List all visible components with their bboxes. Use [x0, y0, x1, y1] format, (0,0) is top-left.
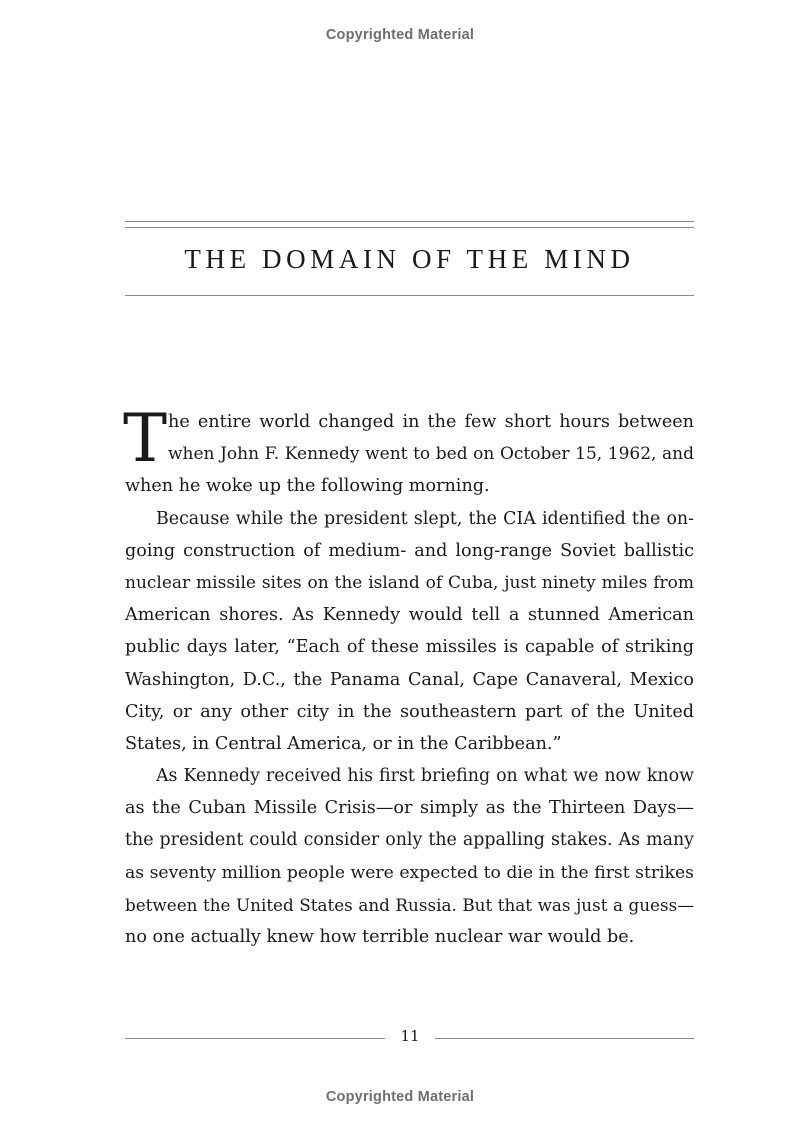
- text-line: Washington, D.C., the Panama Canal, Cape Canaveral, Mexico: [125, 669, 694, 690]
- text-line: no one actually knew how terrible nuclear war would be.: [125, 927, 635, 947]
- drop-cap: T: [123, 400, 168, 477]
- text-line: between the United States and Russia. But that was just a guess—: [125, 894, 694, 915]
- text-line: nuclear missile sites on the island of Cuba, just ninety miles from: [125, 572, 694, 593]
- text-line: the president could consider only the appalling stakes. As many: [125, 830, 694, 851]
- text-line: when John F. Kennedy went to bed on October 15, 1962, and: [168, 444, 694, 465]
- text-line: As Kennedy received his first briefing on what we now know: [156, 766, 694, 787]
- text-line: going construction of medium- and long-range Soviet ballistic: [125, 540, 694, 561]
- body-text: [123, 400, 694, 953]
- chapter-rule-top-1: [125, 221, 694, 222]
- copyright-watermark-top: Copyrighted Material: [325, 27, 475, 43]
- footer-rule-right: [435, 1038, 694, 1039]
- page-number: 11: [400, 1027, 420, 1045]
- chapter-title: THE DOMAIN OF THE MIND: [184, 244, 635, 274]
- text-line: as seventy million people were expected to die in the first strikes: [125, 862, 694, 883]
- text-line: he entire world changed in the few short hours between: [168, 412, 694, 432]
- chapter-rule-top-2: [125, 227, 694, 228]
- text-line: States, in Central America, or in the Caribbean.”: [125, 733, 562, 754]
- text-line: public days later, “Each of these missiles is capable of striking: [125, 637, 694, 658]
- footer-rule-left: [125, 1038, 385, 1039]
- text-line: as the Cuban Missile Crisis—or simply as the Thirteen Days—: [125, 798, 694, 819]
- chapter-rule-bottom: [125, 295, 694, 296]
- copyright-watermark-bottom: Copyrighted Material: [325, 1089, 475, 1105]
- text-line: American shores. As Kennedy would tell a stunned American: [125, 605, 694, 626]
- text-line: City, or any other city in the southeastern part of the United: [125, 701, 694, 722]
- text-line: when he woke up the following morning.: [125, 476, 490, 497]
- text-line: Because while the president slept, the CIA identified the on-: [156, 508, 694, 529]
